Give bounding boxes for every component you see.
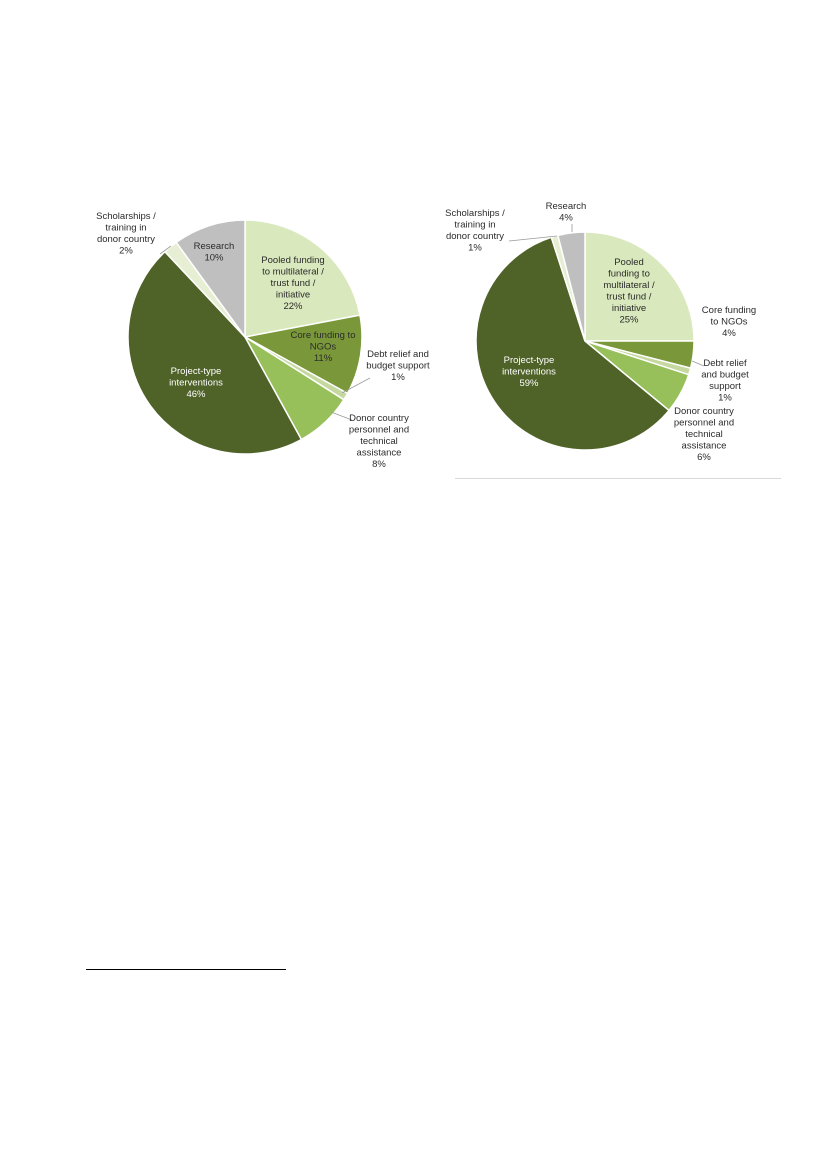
pie1-label-research: Research 10%	[193, 241, 235, 264]
pie2-label-research: Research 4%	[545, 201, 587, 224]
pie1-label-debt-relief-and-budget-support: Debt relief and budget support 1%	[366, 349, 430, 383]
footnote-separator	[86, 969, 286, 970]
pie1-label-scholarships-training-in-donor-country: Scholarships / training in donor country 2%	[96, 211, 156, 257]
pie2-label-pooled-funding-to-multilateral-trust-fund-initiative: Pooled funding to multilateral / trust fund / initiative 25%	[603, 257, 655, 326]
pie2-leader-debt-relief-and-budget-support	[692, 361, 704, 366]
pie2-label-donor-country-personnel-and-technical-assistance: Donor country personnel and technical assistance 6%	[673, 406, 735, 463]
pie-chart-2	[445, 201, 756, 463]
pie1-label-pooled-funding-to-multilateral-trust-fund-initiative: Pooled funding to multilateral / trust fund / initiative 22%	[261, 255, 325, 312]
pie2-label-debt-relief-and-budget-support: Debt relief and budget support 1%	[701, 358, 749, 404]
pie-chart-1	[96, 211, 430, 470]
pie2-label-project-type-interventions: Project-type interventions 59%	[502, 355, 556, 389]
chart-bottom-rule	[455, 478, 781, 479]
pie2-label-core-funding-to-ngos: Core funding to NGOs 4%	[701, 305, 757, 339]
pie1-label-core-funding-to-ngos: Core funding to NGOs 11%	[290, 330, 356, 364]
pie1-label-donor-country-personnel-and-technical-assistance: Donor country personnel and technical assistance 8%	[348, 413, 410, 470]
pie1-label-project-type-interventions: Project-type interventions 46%	[169, 366, 223, 400]
pie2-label-scholarships-training-in-donor-country: Scholarships / training in donor country 1%	[445, 208, 505, 254]
